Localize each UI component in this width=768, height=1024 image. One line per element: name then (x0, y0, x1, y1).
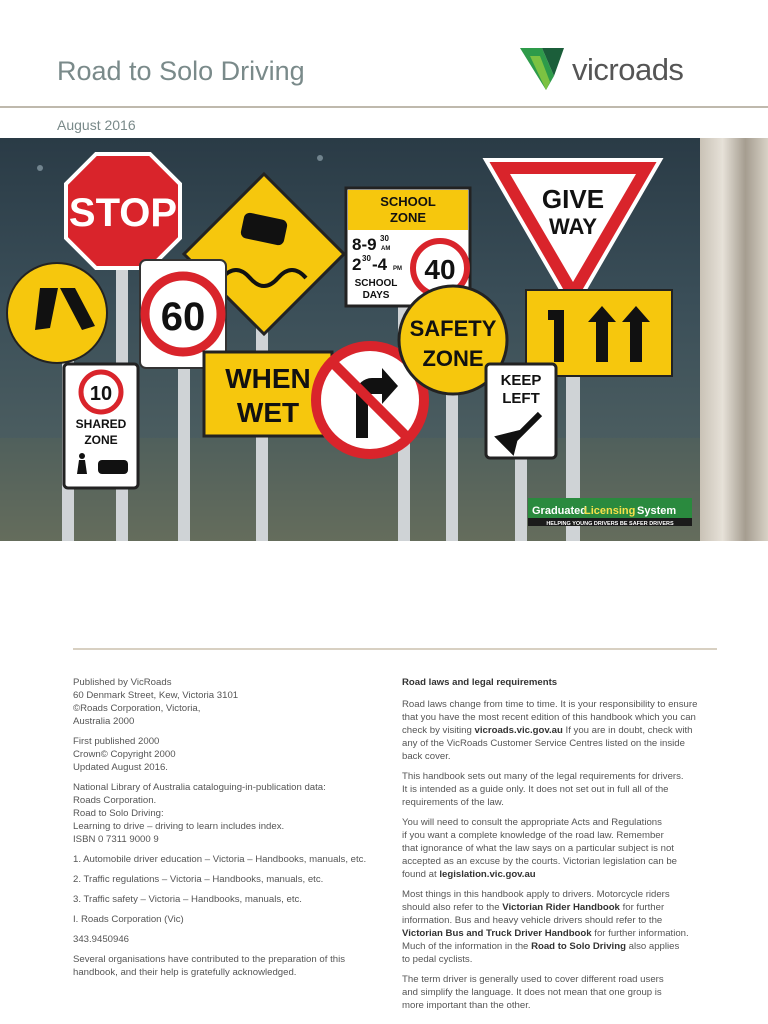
svg-text:SCHOOL: SCHOOL (354, 278, 398, 289)
shared-zone-sign (64, 364, 138, 488)
speed-40-text: 40 (424, 254, 456, 285)
svg-text:2: 2 (352, 255, 362, 274)
road-laws-paragraph-4: Most things in this handbook apply to drivers. Motorcycle riders should also refer to the Victorian Rider Handbook for further information. Bus and heavy vehicle drivers should refer to the Victorian Bus and Truck Driver Handbook for further information. Much of the information in the Road to Solo Driving also applies to pedal cyclists. (402, 889, 689, 965)
speed-60-text: 60 (160, 295, 206, 339)
cataloguing-data: National Library of Australia cataloguing-in-publication data: Roads Corporation. Road to Solo Driving: Learning to drive – driving to learn includes index. ISBN 0 7311 9000 9 (73, 782, 326, 845)
svg-text:10: 10 (89, 383, 113, 405)
road-laws-heading: Road laws and legal requirements (402, 677, 558, 688)
road-laws-column (402, 676, 720, 1019)
stop-sign (66, 154, 180, 268)
svg-text:WAY: WAY (548, 214, 598, 239)
svg-text:30: 30 (380, 234, 389, 243)
road-signs-image (0, 138, 700, 541)
svg-text:PM: PM (393, 266, 402, 272)
svg-text:DAYS: DAYS (362, 290, 390, 301)
svg-text:SHARED: SHARED (75, 417, 127, 431)
svg-text:ZONE: ZONE (422, 346, 484, 371)
road-laws-paragraph-2: This handbook sets out many of the legal requirements for drivers. It is intended as a guide only. It does not set out in full all of the requirements of the law. (402, 771, 684, 808)
vicroads-website: vicroads.vic.gov.au (474, 725, 563, 736)
legislation-website: legislation.vic.gov.au (439, 869, 536, 880)
svg-text:ZONE: ZONE (84, 433, 118, 447)
logo-text: vicroads (572, 52, 684, 87)
svg-text:30: 30 (362, 254, 371, 263)
svg-text:System: System (637, 505, 677, 517)
svg-text:GIVE: GIVE (541, 184, 605, 214)
svg-text:WHEN: WHEN (225, 363, 311, 394)
graduated-licensing-system-banner (528, 498, 692, 527)
svg-text:Graduated: Graduated (532, 505, 588, 517)
header-divider (0, 106, 768, 108)
section-divider (73, 648, 717, 650)
document-title: Road to Solo Driving (57, 56, 305, 86)
road-laws-paragraph-1: Road laws change from time to time. It is your responsibility to ensure that you have the most recent edition of this handbook which you can check by visiting vicroads.vic.gov.au If you are in doubt, check with any of the VicRoads Customer Service Centres listed on the inside back cover. (402, 699, 698, 762)
road-laws-paragraph-5: The term driver is generally used to cover different road users and simplify the language. It does not mean that one group is more important than the other. (402, 974, 664, 1011)
decorative-side-stripe (700, 138, 768, 541)
svg-text:SCHOOL: SCHOOL (380, 194, 436, 209)
svg-text:WET: WET (236, 397, 300, 428)
stop-sign-text: STOP (68, 191, 178, 235)
subject-item-1: 1. Automobile driver education – Victoria – Handbooks, manuals, etc. (73, 854, 367, 865)
give-way-sign (486, 160, 660, 310)
svg-text:KEEP: KEEP (500, 372, 542, 389)
subject-item-3: 3. Traffic safety – Victoria – Handbooks, manuals, etc. (73, 894, 302, 905)
publisher-info: Published by VicRoads 60 Denmark Street, Kew, Victoria 3101 ©Roads Corporation, Victoria, Australia 2000 (73, 677, 239, 727)
svg-text:HELPING YOUNG DRIVERS BE SAFER: HELPING YOUNG DRIVERS BE SAFER DRIVERS (546, 521, 674, 527)
acknowledgement: Several organisations have contributed to the preparation of this handbook, and their help is gratefully acknowledged. (73, 954, 345, 978)
keep-left-sign (486, 364, 556, 458)
svg-text:8-9: 8-9 (352, 235, 377, 254)
pedestrian-crossing-sign (7, 263, 107, 363)
publication-date: August 2016 (57, 117, 136, 133)
road-laws-paragraph-3: You will need to consult the appropriate Acts and Regulations if you want a complete knowledge of the road law. Remember that ignorance of what the law says on a particular subject is not accepted as an excuse by the courts. Victorian legislation can be found at legislation.vic.gov.au (402, 817, 678, 880)
svg-text:-4: -4 (372, 255, 388, 274)
publication-history: First published 2000 Crown© Copyright 2000 Updated August 2016. (73, 736, 176, 773)
subject-item-2: 2. Traffic regulations – Victoria – Handbooks, manuals, etc. (73, 874, 324, 885)
svg-text:ZONE: ZONE (389, 210, 427, 225)
svg-text:LEFT: LEFT (502, 390, 540, 407)
classification-number: 343.9450946 (73, 934, 130, 945)
svg-text:SAFETY: SAFETY (409, 316, 497, 341)
publication-details-column (73, 676, 391, 986)
subject-item-4: I. Roads Corporation (Vic) (73, 914, 184, 925)
svg-text:Licensing: Licensing (584, 505, 636, 517)
svg-text:AM: AM (381, 246, 391, 252)
